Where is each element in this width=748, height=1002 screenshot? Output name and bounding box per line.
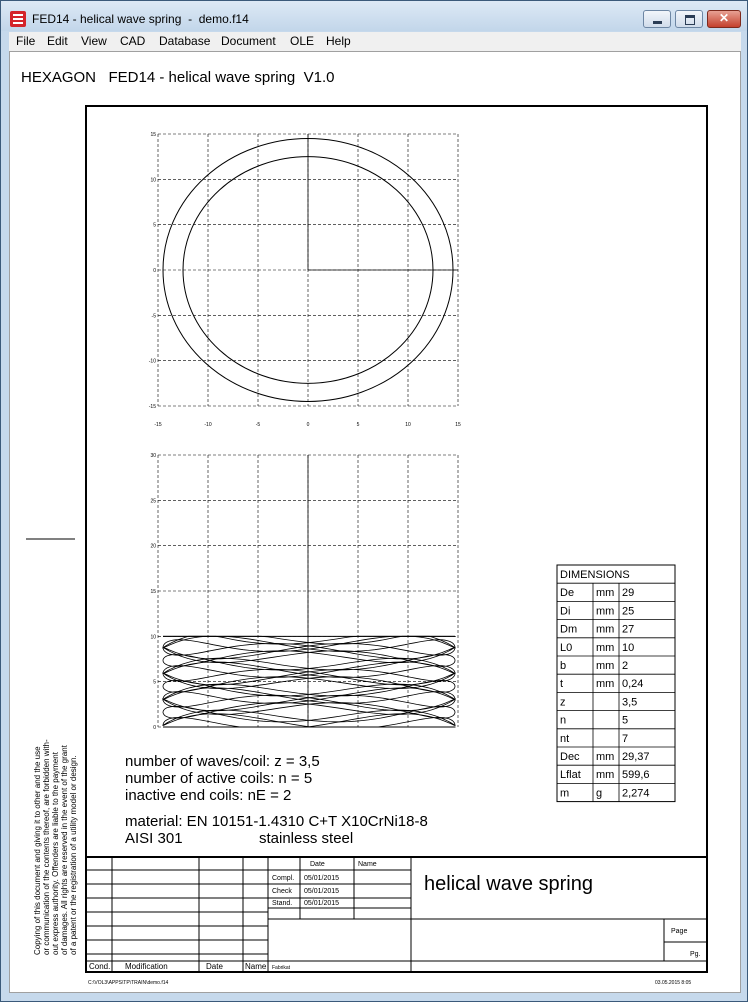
y-tick-label: 25 bbox=[150, 498, 156, 505]
info-waves: number of waves/coil: z = 3,5 bbox=[125, 753, 320, 770]
footer-fabrikat: Fabrikat bbox=[272, 965, 291, 971]
dim-name-lflat: Lflat bbox=[560, 769, 581, 782]
dim-unit: mm bbox=[596, 587, 615, 600]
y-tick-label: 0 bbox=[153, 268, 156, 274]
dim-value: 25 bbox=[622, 605, 635, 618]
drawing-title: helical wave spring bbox=[424, 873, 593, 895]
info-material: material: EN 10151-1.4310 C+T X10CrNi18-8 bbox=[125, 813, 428, 830]
dim-unit: mm bbox=[596, 623, 615, 636]
dim-name-de: De bbox=[560, 587, 575, 600]
menu-database[interactable]: Database bbox=[159, 34, 211, 48]
dim-name-dec: Dec bbox=[560, 751, 580, 763]
window-title: FED14 - helical wave spring - demo.f14 bbox=[32, 12, 249, 26]
copyright-line-5: of a patent or the registration of a utility model or design. bbox=[69, 755, 78, 955]
y-tick-label: 15 bbox=[150, 132, 156, 138]
titleblock-date-header: Date bbox=[310, 861, 325, 868]
dim-value: 7 bbox=[622, 732, 629, 745]
copyright-line-3: out express authority. Offenders are liable to the payment bbox=[51, 752, 60, 955]
dim-value: 599,6 bbox=[622, 769, 650, 782]
dim-name-m: m bbox=[560, 787, 570, 800]
copyright-notice bbox=[33, 739, 78, 955]
side-view-plot bbox=[150, 453, 458, 731]
y-tick-label: -5 bbox=[151, 313, 156, 320]
dim-name-nt: nt bbox=[560, 732, 570, 745]
copyright-line-4: of damages. All rights are reserved in the event of the grant bbox=[60, 745, 69, 955]
footer-modification: Modification bbox=[125, 962, 168, 971]
info-material-aisi: AISI 301 bbox=[125, 830, 183, 847]
dim-name-z: z bbox=[560, 696, 566, 709]
menu-view[interactable]: View bbox=[81, 34, 107, 48]
y-tick-label: -15 bbox=[148, 404, 156, 410]
dimensions-table bbox=[557, 565, 675, 802]
document-heading: HEXAGON FED14 - helical wave spring V1.0 bbox=[21, 69, 335, 86]
x-tick-label: -10 bbox=[204, 422, 212, 428]
menu-file[interactable]: File bbox=[16, 34, 36, 48]
x-tick-label: -5 bbox=[255, 422, 261, 428]
copyright-line-2: or communication of the contents thereof, are forbidden with- bbox=[42, 739, 51, 955]
menu-ole[interactable]: OLE bbox=[290, 34, 315, 48]
y-tick-label: 5 bbox=[153, 679, 156, 686]
footer-cond: Cond. bbox=[89, 962, 111, 971]
titleblock-pg-label: Pg. bbox=[690, 951, 701, 958]
titleblock-check-label: Check bbox=[272, 888, 292, 895]
menu-help[interactable]: Help bbox=[326, 34, 351, 48]
dim-name-n: n bbox=[560, 714, 567, 727]
dim-value: 10 bbox=[622, 641, 635, 654]
dim-unit: mm bbox=[596, 751, 615, 763]
dim-value: 29,37 bbox=[622, 751, 650, 763]
x-tick-label: 15 bbox=[455, 422, 461, 428]
dim-name-di: Di bbox=[560, 605, 571, 618]
file-path: C:\VOL3\APPS\TP\TRAIN\demo.f14 bbox=[88, 980, 169, 986]
info-material-type: stainless steel bbox=[259, 830, 354, 847]
info-inactive-coils: inactive end coils: nE = 2 bbox=[125, 787, 292, 804]
title-block bbox=[86, 857, 707, 972]
menu-document[interactable]: Document bbox=[221, 34, 276, 48]
titleblock-stand-label: Stand. bbox=[272, 900, 293, 907]
y-tick-label: 5 bbox=[153, 222, 156, 229]
x-tick-label: 10 bbox=[405, 422, 411, 428]
dim-name-l0: L0 bbox=[560, 641, 573, 654]
titleblock-stand-date: 05/01/2015 bbox=[304, 900, 340, 907]
y-tick-label: 0 bbox=[153, 725, 156, 731]
dim-value: 3,5 bbox=[622, 696, 638, 709]
menu-edit[interactable]: Edit bbox=[47, 34, 68, 48]
dim-value: 29 bbox=[622, 587, 635, 600]
dim-unit: mm bbox=[596, 641, 615, 654]
titleblock-compl-date: 05/01/2015 bbox=[304, 875, 340, 882]
dim-unit: mm bbox=[596, 769, 615, 782]
y-tick-label: 10 bbox=[150, 177, 156, 184]
y-tick-label: 10 bbox=[150, 634, 156, 641]
dim-value: 27 bbox=[622, 623, 635, 636]
dim-value: 5 bbox=[622, 714, 629, 727]
titleblock-name-header: Name bbox=[358, 861, 377, 868]
dim-unit: g bbox=[596, 787, 603, 800]
menu-cad[interactable]: CAD bbox=[120, 34, 146, 48]
footer-name: Name bbox=[245, 962, 267, 971]
dim-unit: mm bbox=[596, 605, 615, 618]
top-view-plot bbox=[149, 132, 461, 428]
titleblock-compl-label: Compl. bbox=[272, 875, 295, 882]
dim-name-t: t bbox=[560, 678, 564, 691]
footer-date: Date bbox=[206, 962, 223, 971]
table-frame bbox=[557, 565, 675, 802]
y-tick-label: 30 bbox=[150, 453, 156, 459]
dim-value: 2 bbox=[622, 660, 629, 672]
dim-value: 0,24 bbox=[622, 678, 644, 691]
y-tick-label: 15 bbox=[150, 589, 156, 595]
x-tick-label: 5 bbox=[356, 422, 360, 428]
x-tick-label: -15 bbox=[154, 422, 162, 428]
info-active-coils: number of active coils: n = 5 bbox=[125, 770, 313, 787]
y-tick-label: -10 bbox=[148, 358, 156, 365]
table-header: DIMENSIONS bbox=[560, 569, 630, 581]
file-timestamp: 03.05.2015 8:05 bbox=[655, 980, 692, 986]
dim-unit: mm bbox=[596, 678, 615, 691]
y-tick-label: 20 bbox=[150, 543, 156, 550]
x-tick-label: 0 bbox=[306, 422, 310, 428]
titleblock-page-label: Page bbox=[671, 928, 688, 935]
copyright-line-1: Copying of this document and giving it to other and the use bbox=[33, 746, 42, 955]
titleblock-check-date: 05/01/2015 bbox=[304, 888, 340, 895]
dim-name-b: b bbox=[560, 660, 567, 672]
dim-value: 2,274 bbox=[622, 787, 650, 800]
dim-unit: mm bbox=[596, 660, 615, 672]
dim-name-dm: Dm bbox=[560, 623, 578, 636]
